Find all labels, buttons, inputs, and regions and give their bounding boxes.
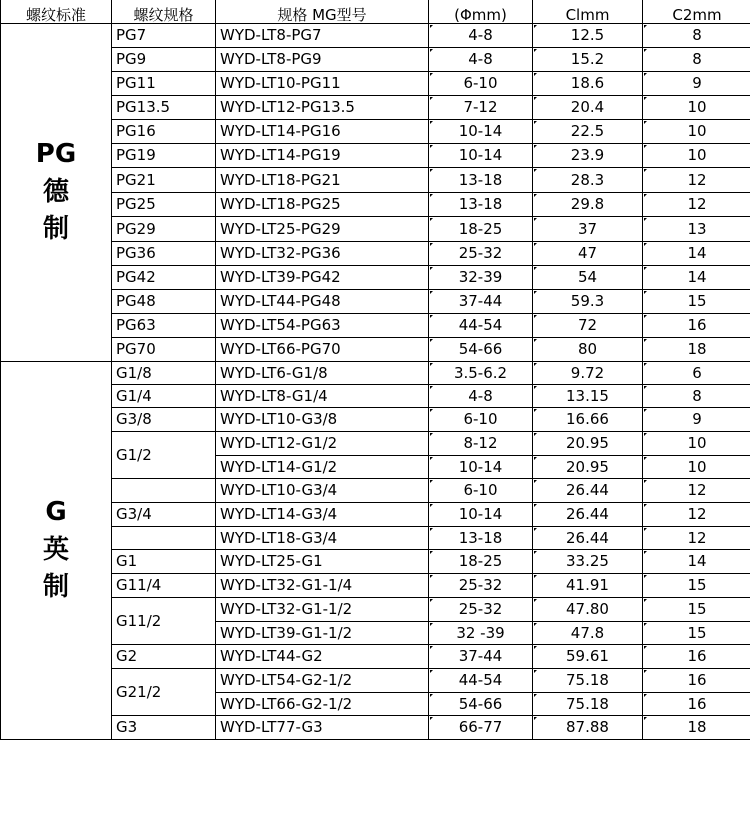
thread-spec-cell: G21/2 [112, 669, 216, 716]
c1-cell: 47.8 [533, 622, 643, 645]
diameter-cell: 54-66 [429, 338, 533, 362]
c1-cell: 16.66 [533, 408, 643, 432]
c1-cell: 47 [533, 242, 643, 266]
model-cell: WYD-LT6-G1/8 [216, 362, 429, 385]
group-label-line1: PG [35, 138, 77, 169]
table-row [1, 193, 750, 217]
c2-cell: 8 [643, 24, 750, 48]
c1-cell: 18.6 [533, 72, 643, 96]
thread-spec-cell: PG48 [112, 290, 216, 314]
c2-cell: 12 [643, 193, 750, 217]
thread-spec-cell: G11/4 [112, 574, 216, 598]
c2-cell: 16 [643, 314, 750, 338]
thread-spec-cell: PG21 [112, 168, 216, 193]
c1-cell: 59.61 [533, 645, 643, 669]
table-row [1, 479, 750, 503]
model-cell: WYD-LT39-G1-1/2 [216, 622, 429, 645]
group-label-line2: 英 [42, 534, 69, 565]
c1-cell: 12.5 [533, 24, 643, 48]
thread-spec-cell: G1/4 [112, 385, 216, 408]
thread-spec-cell: PG7 [112, 24, 216, 48]
group-label [1, 362, 112, 740]
model-cell: WYD-LT77-G3 [216, 716, 429, 740]
c1-cell: 75.18 [533, 669, 643, 693]
model-cell: WYD-LT32-G1-1/2 [216, 598, 429, 622]
c2-cell: 12 [643, 479, 750, 503]
c1-cell: 20.95 [533, 432, 643, 456]
c1-cell: 80 [533, 338, 643, 362]
table-row [1, 266, 750, 290]
diameter-cell: 66-77 [429, 716, 533, 740]
diameter-cell: 7-12 [429, 96, 533, 120]
c2-cell: 15 [643, 290, 750, 314]
model-cell: WYD-LT32-PG36 [216, 242, 429, 266]
diameter-cell: 8-12 [429, 432, 533, 456]
header-diameter: (Φmm) [429, 0, 533, 24]
model-cell: WYD-LT12-G1/2 [216, 432, 429, 456]
diameter-cell: 10-14 [429, 144, 533, 168]
model-cell: WYD-LT18-PG25 [216, 193, 429, 217]
diameter-cell: 13-18 [429, 168, 533, 193]
header-c2: C2mm [643, 0, 750, 24]
c1-cell: 37 [533, 217, 643, 242]
diameter-cell: 32-39 [429, 266, 533, 290]
thread-spec-cell [112, 527, 216, 550]
c1-cell: 72 [533, 314, 643, 338]
g-section [1, 362, 750, 740]
model-cell: WYD-LT10-PG11 [216, 72, 429, 96]
table-row [1, 550, 750, 574]
c1-cell: 29.8 [533, 193, 643, 217]
c1-cell: 47.80 [533, 598, 643, 622]
group-label [1, 24, 112, 362]
table-row [1, 144, 750, 168]
c2-cell: 10 [643, 456, 750, 479]
model-cell: WYD-LT14-PG19 [216, 144, 429, 168]
pg-section [1, 24, 750, 362]
c2-cell: 15 [643, 598, 750, 622]
c1-cell: 23.9 [533, 144, 643, 168]
c1-cell: 20.95 [533, 456, 643, 479]
table-row [1, 48, 750, 72]
c2-cell: 15 [643, 574, 750, 598]
c2-cell: 14 [643, 550, 750, 574]
thread-spec-cell: G3/8 [112, 408, 216, 432]
thread-spec-cell: PG36 [112, 242, 216, 266]
c2-cell: 18 [643, 716, 750, 740]
c1-cell: 15.2 [533, 48, 643, 72]
thread-spec-cell: PG29 [112, 217, 216, 242]
table-row [1, 574, 750, 598]
diameter-cell: 32 -39 [429, 622, 533, 645]
model-cell: WYD-LT39-PG42 [216, 266, 429, 290]
c1-cell: 87.88 [533, 716, 643, 740]
thread-spec-cell: G1/8 [112, 362, 216, 385]
table-row [1, 527, 750, 550]
diameter-cell: 6-10 [429, 72, 533, 96]
model-cell: WYD-LT18-PG21 [216, 168, 429, 193]
diameter-cell: 18-25 [429, 550, 533, 574]
c1-cell: 59.3 [533, 290, 643, 314]
model-cell: WYD-LT44-PG48 [216, 290, 429, 314]
thread-spec-cell: G11/2 [112, 598, 216, 645]
c2-cell: 13 [643, 217, 750, 242]
header-thread-spec: 螺纹规格 [112, 0, 216, 24]
c2-cell: 10 [643, 432, 750, 456]
c1-cell: 54 [533, 266, 643, 290]
model-cell: WYD-LT66-PG70 [216, 338, 429, 362]
diameter-cell: 6-10 [429, 408, 533, 432]
c1-cell: 33.25 [533, 550, 643, 574]
group-label-line3: 制 [42, 214, 69, 245]
diameter-cell: 18-25 [429, 217, 533, 242]
c1-cell: 26.44 [533, 527, 643, 550]
thread-spec-cell: G1/2 [112, 432, 216, 479]
diameter-cell: 13-18 [429, 527, 533, 550]
table-row [1, 598, 750, 622]
c1-cell: 20.4 [533, 96, 643, 120]
c2-cell: 10 [643, 96, 750, 120]
c2-cell: 9 [643, 72, 750, 96]
table-row [1, 314, 750, 338]
c2-cell: 9 [643, 408, 750, 432]
table-row [1, 408, 750, 432]
table-row [1, 242, 750, 266]
thread-spec-cell: PG70 [112, 338, 216, 362]
diameter-cell: 4-8 [429, 24, 533, 48]
header-thread-standard: 螺纹标准 [1, 0, 112, 24]
model-cell: WYD-LT54-PG63 [216, 314, 429, 338]
table-row [1, 96, 750, 120]
c1-cell: 26.44 [533, 503, 643, 527]
diameter-cell: 37-44 [429, 645, 533, 669]
diameter-cell: 4-8 [429, 48, 533, 72]
c2-cell: 16 [643, 645, 750, 669]
table-row [1, 645, 750, 669]
table-row [1, 362, 750, 385]
c2-cell: 16 [643, 669, 750, 693]
c1-cell: 13.15 [533, 385, 643, 408]
model-cell: WYD-LT32-G1-1/4 [216, 574, 429, 598]
thread-spec-cell: PG9 [112, 48, 216, 72]
diameter-cell: 37-44 [429, 290, 533, 314]
thread-spec-cell: PG19 [112, 144, 216, 168]
table-row [1, 72, 750, 96]
c2-cell: 12 [643, 168, 750, 193]
model-cell: WYD-LT25-PG29 [216, 217, 429, 242]
model-cell: WYD-LT10-G3/8 [216, 408, 429, 432]
diameter-cell: 3.5-6.2 [429, 362, 533, 385]
thread-spec-cell: G1 [112, 550, 216, 574]
diameter-cell: 10-14 [429, 503, 533, 527]
model-cell: WYD-LT12-PG13.5 [216, 96, 429, 120]
header-row [1, 0, 750, 24]
c2-cell: 16 [643, 693, 750, 716]
table-row [1, 338, 750, 362]
group-label-line1: G [45, 496, 67, 527]
thread-spec-cell [112, 479, 216, 503]
diameter-cell: 54-66 [429, 693, 533, 716]
c2-cell: 15 [643, 622, 750, 645]
c2-cell: 8 [643, 385, 750, 408]
c2-cell: 10 [643, 120, 750, 144]
c2-cell: 12 [643, 527, 750, 550]
diameter-cell: 10-14 [429, 120, 533, 144]
model-cell: WYD-LT14-G1/2 [216, 456, 429, 479]
table-row [1, 217, 750, 242]
c2-cell: 14 [643, 242, 750, 266]
model-cell: WYD-LT54-G2-1/2 [216, 669, 429, 693]
model-cell: WYD-LT14-PG16 [216, 120, 429, 144]
thread-spec-cell: PG42 [112, 266, 216, 290]
diameter-cell: 4-8 [429, 385, 533, 408]
diameter-cell: 6-10 [429, 479, 533, 503]
header-c1: Clmm [533, 0, 643, 24]
model-cell: WYD-LT66-G2-1/2 [216, 693, 429, 716]
table-row [1, 716, 750, 740]
c1-cell: 22.5 [533, 120, 643, 144]
c2-cell: 14 [643, 266, 750, 290]
thread-spec-cell: PG11 [112, 72, 216, 96]
group-label-line2: 德 [42, 176, 69, 207]
model-cell: WYD-LT18-G3/4 [216, 527, 429, 550]
model-cell: WYD-LT8-PG7 [216, 24, 429, 48]
header-model: 规格 MG型号 [216, 0, 429, 24]
c1-cell: 9.72 [533, 362, 643, 385]
group-label-line3: 制 [42, 572, 69, 603]
table-row [1, 290, 750, 314]
thread-spec-cell: PG13.5 [112, 96, 216, 120]
model-cell: WYD-LT14-G3/4 [216, 503, 429, 527]
diameter-cell: 25-32 [429, 242, 533, 266]
thread-spec-cell: PG25 [112, 193, 216, 217]
table-row [1, 432, 750, 456]
diameter-cell: 25-32 [429, 598, 533, 622]
c2-cell: 10 [643, 144, 750, 168]
table-row [1, 168, 750, 193]
model-cell: WYD-LT8-G1/4 [216, 385, 429, 408]
thread-spec-cell: G3/4 [112, 503, 216, 527]
model-cell: WYD-LT44-G2 [216, 645, 429, 669]
c1-cell: 75.18 [533, 693, 643, 716]
model-cell: WYD-LT25-G1 [216, 550, 429, 574]
diameter-cell: 13-18 [429, 193, 533, 217]
c2-cell: 8 [643, 48, 750, 72]
thread-spec-cell: PG16 [112, 120, 216, 144]
diameter-cell: 25-32 [429, 574, 533, 598]
model-cell: WYD-LT10-G3/4 [216, 479, 429, 503]
thread-spec-cell: G3 [112, 716, 216, 740]
table-row [1, 385, 750, 408]
c1-cell: 41.91 [533, 574, 643, 598]
c2-cell: 18 [643, 338, 750, 362]
table-row [1, 120, 750, 144]
table-row [1, 669, 750, 693]
table-row [1, 24, 750, 48]
model-cell: WYD-LT8-PG9 [216, 48, 429, 72]
thread-spec-cell: PG63 [112, 314, 216, 338]
c1-cell: 26.44 [533, 479, 643, 503]
diameter-cell: 44-54 [429, 314, 533, 338]
table-row [1, 503, 750, 527]
diameter-cell: 44-54 [429, 669, 533, 693]
diameter-cell: 10-14 [429, 456, 533, 479]
c2-cell: 12 [643, 503, 750, 527]
thread-spec-cell: G2 [112, 645, 216, 669]
c2-cell: 6 [643, 362, 750, 385]
c1-cell: 28.3 [533, 168, 643, 193]
